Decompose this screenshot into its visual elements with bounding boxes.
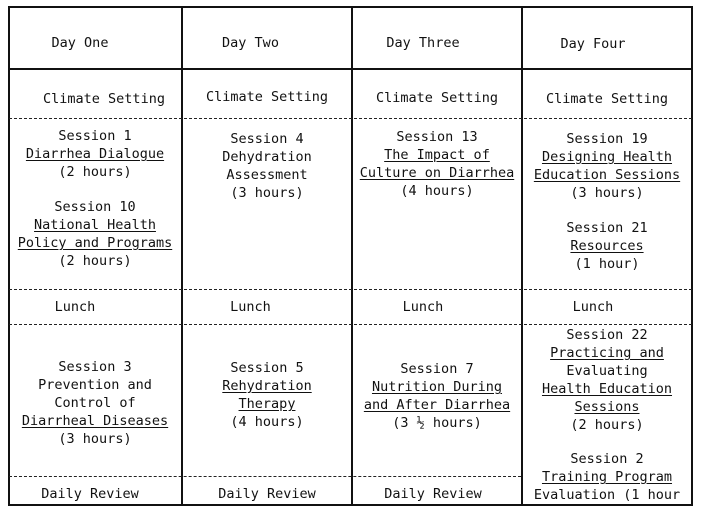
session-title: Culture on Diarrhea: [359, 165, 515, 181]
session-block: [10, 198, 180, 270]
session-title: Therapy: [238, 396, 296, 412]
grid-line: [8, 504, 693, 506]
session-block: [523, 130, 691, 202]
session-duration: (4 hours): [400, 183, 474, 199]
session-title: Nutrition During: [371, 379, 503, 395]
session-block: [353, 128, 521, 200]
session-title: Evaluating: [566, 363, 648, 379]
session-duration: (1 hour): [574, 256, 640, 272]
session-number: Session 1: [58, 128, 132, 144]
session-title: Sessions: [574, 399, 640, 415]
climate-setting-cell: Climate Setting: [546, 91, 668, 107]
day-header: Day One: [51, 35, 109, 51]
session-number: Session 21: [566, 220, 648, 236]
session-duration: (2 hours): [58, 164, 132, 180]
lunch-cell: Lunch: [230, 299, 271, 315]
session-number: Session 10: [54, 199, 136, 215]
session-number: Session 7: [400, 361, 474, 377]
climate-setting-cell: Climate Setting: [376, 90, 498, 106]
session-block: [183, 130, 351, 202]
session-block: [10, 358, 180, 448]
session-block: [10, 127, 180, 181]
row-divider: [9, 289, 692, 290]
session-block: [183, 359, 351, 431]
session-title: Policy and Programs: [17, 235, 173, 251]
session-title: Training Program: [541, 469, 673, 485]
session-duration: (4 hours): [230, 414, 304, 430]
session-duration: (3 hours): [230, 185, 304, 201]
session-block: [523, 219, 691, 273]
session-title: Control of: [54, 395, 136, 411]
session-title: and After Diarrhea: [363, 397, 511, 413]
session-number: Session 13: [396, 129, 478, 145]
session-duration: (2 hours): [58, 253, 132, 269]
row-divider: [9, 324, 692, 325]
session-title: Designing Health: [541, 149, 673, 165]
session-number: Session 2: [570, 451, 644, 467]
session-title: Health Education: [541, 381, 673, 397]
session-number: Session 5: [230, 360, 304, 376]
climate-setting-cell: Climate Setting: [206, 89, 328, 105]
session-title: Practicing and: [550, 345, 664, 361]
day-header: Day Two: [222, 35, 279, 51]
session-title: National Health: [34, 217, 156, 233]
session-title: Rehydration: [222, 378, 312, 394]
climate-setting-cell: Climate Setting: [43, 91, 165, 107]
session-title: Assessment: [226, 167, 308, 183]
session-block: [523, 326, 691, 434]
session-title: Resources: [570, 238, 644, 254]
session-title: Evaluation (1 hour: [533, 487, 681, 503]
session-duration: (3 hours): [58, 431, 132, 447]
session-duration: (3 ½ hours): [392, 415, 482, 431]
session-number: Session 3: [58, 359, 132, 375]
lunch-cell: Lunch: [54, 299, 96, 315]
lunch-cell: Lunch: [402, 299, 444, 315]
row-divider: [9, 476, 521, 477]
session-duration: (3 hours): [570, 185, 644, 201]
session-title: Education Sessions: [533, 167, 681, 183]
session-title: Dehydration: [222, 149, 312, 165]
daily-review-cell: Daily Review: [218, 486, 316, 502]
session-duration: (2 hours): [570, 417, 644, 433]
grid-line: [8, 6, 693, 8]
session-block: [523, 450, 691, 504]
grid-line: [8, 68, 693, 70]
grid-line: [181, 6, 183, 506]
daily-review-cell: Daily Review: [384, 486, 482, 502]
session-block: [353, 360, 521, 432]
session-title: Diarrhea Dialogue: [25, 146, 165, 162]
grid-line: [691, 6, 693, 506]
day-header: Day Four: [560, 36, 626, 52]
lunch-cell: Lunch: [572, 299, 614, 315]
session-title: Diarrheal Diseases: [21, 413, 169, 429]
session-number: Session 19: [566, 131, 648, 147]
session-number: Session 4: [230, 131, 304, 147]
session-number: Session 22: [566, 327, 648, 343]
day-header: Day Three: [386, 35, 460, 51]
session-title: The Impact of: [384, 147, 490, 163]
daily-review-cell: Daily Review: [41, 486, 139, 502]
session-title: Prevention and: [38, 377, 152, 393]
row-divider: [9, 118, 692, 119]
